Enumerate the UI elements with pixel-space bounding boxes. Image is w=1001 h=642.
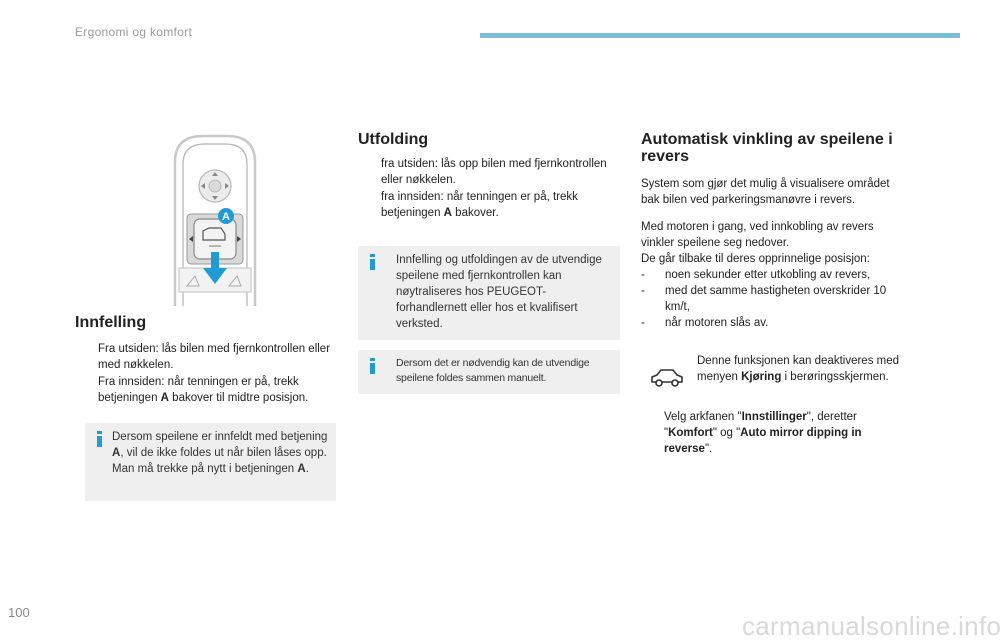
watermark: carmanualsonline.info [742, 611, 1001, 641]
list-item: Velg arkfanen "Innstillinger", deretter "Komfort" og "Auto mirror dipping in reverse". [664, 411, 862, 455]
utfolding-note-2-text: Dersom det er nødvendig kan de utvendige speilene foldes sammen manuelt. [396, 357, 590, 384]
automatisk-para-1: Med motoren i gang, ved innkobling av revers vinkler speilene seg nedover. [641, 221, 874, 249]
automatisk-select-list [641, 409, 899, 458]
innfelling-note [85, 423, 336, 501]
top-joystick-shape [199, 170, 231, 202]
mirror-control-illustration [165, 128, 265, 308]
utfolding-note-2 [358, 350, 620, 394]
automatisk-para-2: De går tilbake til deres opprinnelige posisjon: [641, 253, 870, 265]
utfolding-title: Utfolding [358, 131, 429, 148]
info-icon [370, 254, 375, 270]
utfolding-note-1-text: Innfelling og utfoldingen av de utvendige speilene med fjernkontrollen kan nøytraliseres hos PEUGEOT-forhandlernett eller hos et kvalifisert verksted. [396, 254, 602, 330]
list-item: - når motoren slås av. [641, 317, 769, 329]
automatisk-dash-list [641, 267, 899, 331]
header-bar [480, 33, 960, 38]
automatisk-title: Automatisk vinkling av speilene i revers [641, 131, 893, 165]
section-header: Ergonomi og komfort [75, 25, 193, 39]
utfolding-section [358, 131, 620, 222]
innfelling-note-text: Dersom speilene er innfeldt med betjening A, vil de ikke foldes ut når bilen låses opp. Man må trekke på nytt i betjeningen A. [112, 431, 328, 475]
callout-a-label: A [222, 211, 230, 223]
page-number: 100 [8, 605, 30, 620]
innfelling-bullets [75, 341, 335, 406]
innfelling-section [75, 314, 335, 407]
info-icon [370, 358, 375, 374]
list-item: fra utsiden: lås opp bilen med fjernkontrollen eller nøkkelen. [381, 158, 607, 186]
deactivate-text: Denne funksjonen kan deaktiveres med menyen Kjøring i berøringsskjermen. [697, 355, 900, 383]
list-item: - noen sekunder etter utkobling av revers, [641, 269, 871, 281]
car-icon [648, 366, 686, 390]
info-icon [97, 431, 102, 447]
innfelling-title: Innfelling [75, 314, 147, 331]
list-item: fra innsiden: når tenningen er på, trekk betjeningen A bakover. [381, 191, 578, 219]
list-item: - med det samme hastigheten overskrider 10 km/t, [641, 285, 887, 313]
list-item: Fra utsiden: lås bilen med fjernkontrollen eller med nøkkelen. [98, 343, 331, 371]
automatisk-intro: System som gjør det mulig å visualisere området bak bilen ved parkeringsmanøvre i revers. [641, 178, 890, 206]
automatisk-section [641, 131, 899, 331]
utfolding-bullets [358, 156, 620, 221]
list-item: Fra innsiden: når tenningen er på, trekk betjeningen A bakover til midtre posisjon. [98, 376, 309, 404]
utfolding-note-1 [358, 246, 620, 340]
